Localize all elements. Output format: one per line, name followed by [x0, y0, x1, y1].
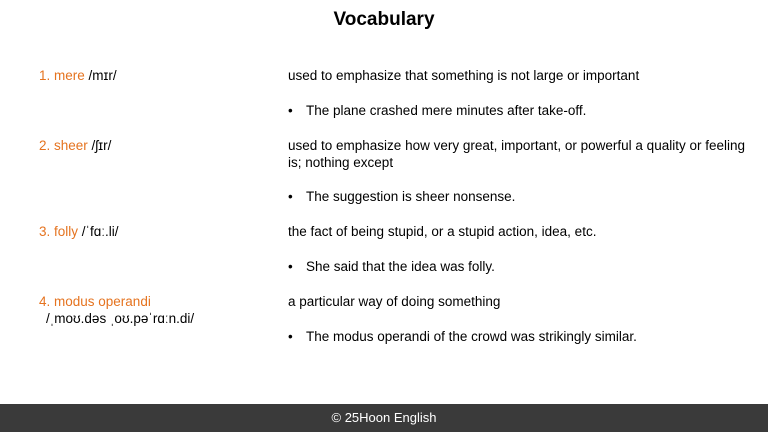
- copyright-text: © 25Hoon English: [331, 410, 437, 425]
- bullet-icon: •: [288, 189, 293, 204]
- entry-definition: a particular way of doing something: [288, 294, 501, 309]
- entry-term-modus-operandi: [39, 293, 279, 327]
- bullet-icon: •: [288, 259, 293, 274]
- term-ipa: /ʃɪr/: [91, 138, 112, 153]
- entry-term-mere: [39, 67, 279, 84]
- entry-example: [288, 188, 748, 205]
- example-text: The plane crashed mere minutes after take-off.: [306, 103, 587, 118]
- entry-example: [288, 258, 748, 275]
- term-ipa: /ˈfɑː.li/: [81, 224, 119, 239]
- term-word: 3. folly: [39, 224, 79, 239]
- entry-definition: the fact of being stupid, or a stupid action, idea, etc.: [288, 224, 597, 239]
- term-word: 2. sheer: [39, 138, 88, 153]
- footer-bar: [0, 404, 768, 432]
- example-text: The suggestion is sheer nonsense.: [306, 189, 516, 204]
- entry-definition: used to emphasize that something is not large or important: [288, 68, 640, 83]
- term-word: 1. mere: [39, 68, 85, 83]
- entry-term-folly: [39, 223, 279, 240]
- entry-term-sheer: [39, 137, 279, 154]
- entry-definition: used to emphasize how very great, important, or powerful a quality or feeling is; nothing except: [288, 138, 745, 170]
- bullet-icon: •: [288, 103, 293, 118]
- entry-example: [288, 328, 748, 345]
- term-ipa: /ˌmoʊ.dəs ˌoʊ.pəˈrɑːn.di/: [46, 311, 195, 326]
- entry-example: [288, 102, 748, 119]
- bullet-icon: •: [288, 329, 293, 344]
- example-text: She said that the idea was folly.: [306, 259, 495, 274]
- example-text: The modus operandi of the crowd was strikingly similar.: [306, 329, 637, 344]
- term-word: 4. modus operandi: [39, 294, 151, 309]
- term-ipa: /mɪr/: [88, 68, 117, 83]
- page-title: Vocabulary: [333, 9, 435, 30]
